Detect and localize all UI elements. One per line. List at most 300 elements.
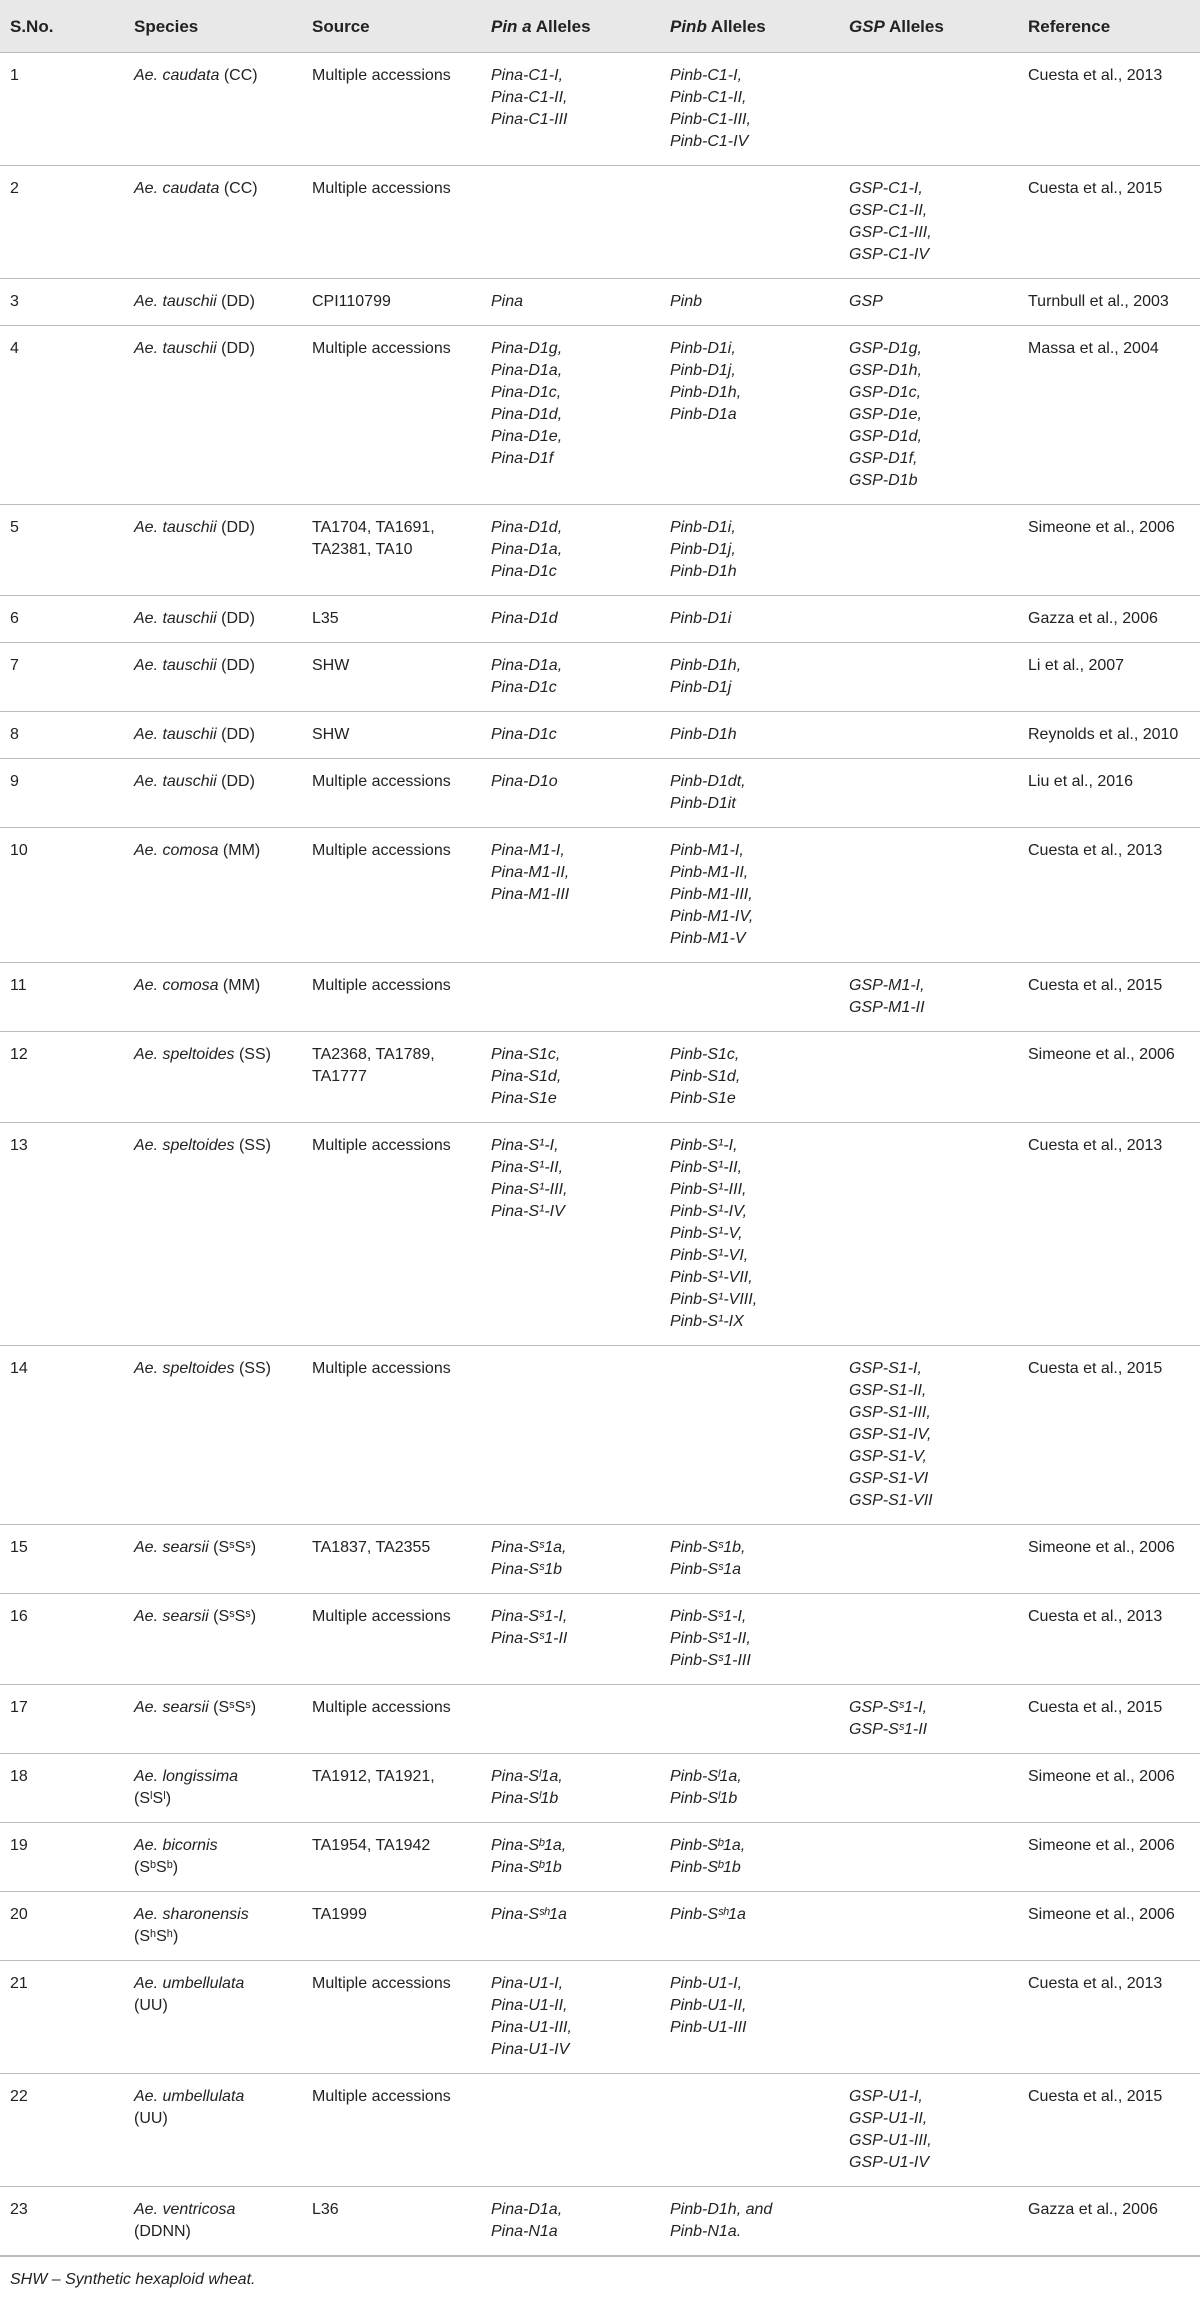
cell-pinb-alleles-line: Pinb-U1-I, [670, 1975, 743, 1992]
cell-pina-alleles [481, 1961, 660, 2074]
cell-gsp-alleles [839, 1892, 1018, 1961]
cell-pinb-alleles-line: Pinb-D1i, [670, 340, 736, 357]
table-row [0, 53, 1200, 166]
cell-source-line: Multiple accessions [312, 842, 451, 859]
cell-reference: Cuesta et al., 2015 [1018, 2074, 1200, 2187]
cell-gsp-alleles-line: GSP-S1-I, [849, 1360, 922, 1377]
cell-species [124, 963, 302, 1032]
species-genome: (SS) [234, 1360, 271, 1377]
table-row [0, 505, 1200, 596]
cell-reference: Cuesta et al., 2013 [1018, 1961, 1200, 2074]
cell-source-line: TA1704, TA1691, [312, 519, 435, 536]
cell-pinb-alleles-line: Pinb-D1j, [670, 362, 736, 379]
species-genome: (DD) [216, 773, 255, 790]
cell-reference: Cuesta et al., 2013 [1018, 828, 1200, 963]
cell-species [124, 2074, 302, 2187]
cell-sno: 2 [0, 166, 124, 279]
species-name: Ae. comosa [134, 977, 219, 994]
cell-pinb-alleles-line: Pinb-D1h, [670, 384, 742, 401]
cell-sno: 9 [0, 759, 124, 828]
cell-source-line: Multiple accessions [312, 1608, 451, 1625]
species-name: Ae. tauschii [134, 726, 217, 743]
cell-gsp-alleles-line: GSP-S1-II, [849, 1382, 927, 1399]
cell-pinb-alleles [660, 828, 839, 963]
cell-pinb-alleles [660, 1754, 839, 1823]
cell-pina-alleles-line: Pina-D1a, [491, 2201, 563, 2218]
cell-source [302, 1754, 481, 1823]
cell-pina-alleles [481, 505, 660, 596]
cell-source-line: TA1777 [312, 1068, 367, 1085]
table-row [0, 1961, 1200, 2074]
cell-sno: 21 [0, 1961, 124, 2074]
cell-species [124, 1594, 302, 1685]
cell-pinb-alleles [660, 1892, 839, 1961]
cell-gsp-alleles [839, 505, 1018, 596]
cell-pinb-alleles-line: Pinb-D1dt, [670, 773, 746, 790]
cell-gsp-alleles [839, 712, 1018, 759]
cell-pinb-alleles-line: Pinb-C1-III, [670, 111, 751, 128]
cell-source [302, 963, 481, 1032]
table-footnote: SHW – Synthetic hexaploid wheat. [0, 2256, 1200, 2303]
cell-species [124, 1754, 302, 1823]
cell-pinb-alleles-line: Pinb-Sᵇ1a, [670, 1837, 746, 1854]
cell-pinb-alleles [660, 2074, 839, 2187]
cell-gsp-alleles-line: GSP-S1-V, [849, 1448, 927, 1465]
cell-pinb-alleles [660, 963, 839, 1032]
table-row [0, 1525, 1200, 1594]
cell-pinb-alleles-line: Pinb-Sˡ1a, [670, 1768, 742, 1785]
cell-species [124, 596, 302, 643]
cell-reference: Cuesta et al., 2015 [1018, 963, 1200, 1032]
cell-source [302, 759, 481, 828]
species-name: Ae. tauschii [134, 293, 217, 310]
cell-gsp-alleles-line: GSP-Sˢ1-II [849, 1721, 928, 1738]
species-genome: (CC) [219, 180, 258, 197]
cell-source [302, 326, 481, 505]
cell-pina-alleles [481, 828, 660, 963]
cell-gsp-alleles-line: GSP-S1-IV, [849, 1426, 932, 1443]
cell-gsp-alleles [839, 1594, 1018, 1685]
table-row [0, 963, 1200, 1032]
species-name: Ae. umbellulata [134, 1975, 245, 1992]
cell-pinb-alleles-line: Pinb-D1j [670, 679, 732, 696]
species-name: Ae. ventricosa [134, 2201, 236, 2218]
cell-pinb-alleles-line: Pinb-Sˡ1b [670, 1790, 738, 1807]
cell-pinb-alleles [660, 1525, 839, 1594]
cell-gsp-alleles [839, 1823, 1018, 1892]
species-name: Ae. speltoides [134, 1360, 235, 1377]
cell-pina-alleles [481, 2187, 660, 2256]
cell-species [124, 505, 302, 596]
cell-reference: Cuesta et al., 2013 [1018, 1123, 1200, 1346]
cell-source [302, 279, 481, 326]
cell-pinb-alleles-line: Pinb-U1-III [670, 2019, 747, 2036]
cell-species [124, 1525, 302, 1594]
cell-pina-alleles [481, 326, 660, 505]
cell-pinb-alleles-line: Pinb-M1-V [670, 930, 746, 947]
cell-source-line: L35 [312, 610, 339, 627]
cell-pinb-alleles-line: Pinb-D1i [670, 610, 732, 627]
cell-reference: Simeone et al., 2006 [1018, 1892, 1200, 1961]
cell-source [302, 643, 481, 712]
cell-sno: 14 [0, 1346, 124, 1525]
cell-pina-alleles [481, 1754, 660, 1823]
cell-gsp-alleles [839, 1525, 1018, 1594]
cell-source-line: Multiple accessions [312, 773, 451, 790]
table-row [0, 166, 1200, 279]
cell-pinb-alleles-line: Pinb-Sˢ1b, [670, 1539, 746, 1556]
cell-source-line: Multiple accessions [312, 1360, 451, 1377]
cell-source-line: SHW [312, 657, 350, 674]
cell-gsp-alleles [839, 596, 1018, 643]
cell-gsp-alleles-line: GSP-U1-I, [849, 2088, 923, 2105]
cell-pinb-alleles [660, 1594, 839, 1685]
cell-source [302, 1032, 481, 1123]
cell-sno: 22 [0, 2074, 124, 2187]
cell-pina-alleles-line: Pina-U1-III, [491, 2019, 572, 2036]
cell-pina-alleles-line: Pina-Sˢ1-II [491, 1630, 568, 1647]
cell-pina-alleles-line: Pina-C1-III [491, 111, 568, 128]
cell-sno: 23 [0, 2187, 124, 2256]
cell-pina-alleles-line: Pina-Sˢʰ1a [491, 1906, 567, 1923]
cell-species [124, 326, 302, 505]
cell-species [124, 712, 302, 759]
cell-sno: 4 [0, 326, 124, 505]
species-genome: (DD) [216, 519, 255, 536]
cell-pina-alleles-line: Pina-Sᵇ1b [491, 1859, 562, 1876]
cell-pinb-alleles-line: Pinb-M1-III, [670, 886, 753, 903]
cell-gsp-alleles-line: GSP-D1g, [849, 340, 922, 357]
cell-gsp-alleles-line: GSP-D1e, [849, 406, 922, 423]
species-name: Ae. longissima [134, 1768, 239, 1785]
cell-species [124, 1685, 302, 1754]
cell-pina-alleles [481, 1032, 660, 1123]
cell-pina-alleles-line: Pina-D1d, [491, 406, 563, 423]
cell-source-line: SHW [312, 726, 350, 743]
cell-pina-alleles [481, 166, 660, 279]
cell-reference: Massa et al., 2004 [1018, 326, 1200, 505]
cell-pina-alleles-line: Pina-Sˢ1a, [491, 1539, 567, 1556]
cell-sno: 7 [0, 643, 124, 712]
species-genome: (SʰSʰ) [134, 1928, 179, 1945]
table-row [0, 712, 1200, 759]
cell-pina-alleles-line: Pina-D1d, [491, 519, 563, 536]
cell-sno: 19 [0, 1823, 124, 1892]
table-row [0, 596, 1200, 643]
cell-gsp-alleles-line: GSP-U1-IV [849, 2154, 930, 2171]
cell-pinb-alleles-line: Pinb-S¹-II, [670, 1159, 743, 1176]
cell-pinb-alleles [660, 1032, 839, 1123]
cell-pina-alleles-line: Pina-D1a, [491, 362, 563, 379]
species-genome: (MM) [218, 977, 261, 994]
cell-pinb-alleles-line: Pinb-C1-I, [670, 67, 743, 84]
cell-source-line: Multiple accessions [312, 977, 451, 994]
cell-pinb-alleles-line: Pinb-D1h, and [670, 2201, 773, 2218]
species-name: Ae. tauschii [134, 773, 217, 790]
cell-pina-alleles-line: Pina-U1-I, [491, 1975, 564, 1992]
cell-gsp-alleles-line: GSP-D1f, [849, 450, 918, 467]
cell-gsp-alleles [839, 1346, 1018, 1525]
cell-pinb-alleles-line: Pinb-S¹-V, [670, 1225, 743, 1242]
header-source: Source [302, 0, 481, 53]
cell-pina-alleles-line: Pina-D1o [491, 773, 558, 790]
cell-pina-alleles [481, 643, 660, 712]
cell-source-line: Multiple accessions [312, 67, 451, 84]
cell-sno: 12 [0, 1032, 124, 1123]
cell-source-line: TA1912, TA1921, [312, 1768, 435, 1785]
cell-reference: Cuesta et al., 2015 [1018, 1346, 1200, 1525]
table-row [0, 1123, 1200, 1346]
cell-pinb-alleles [660, 53, 839, 166]
cell-pina-alleles [481, 279, 660, 326]
cell-source [302, 596, 481, 643]
header-pinb: Pinb Alleles [660, 0, 839, 53]
cell-source [302, 712, 481, 759]
cell-source-line: TA2381, TA10 [312, 541, 413, 558]
species-genome: (DDNN) [134, 2223, 191, 2240]
table-row [0, 1594, 1200, 1685]
table-header-row [0, 0, 1200, 53]
cell-source [302, 1685, 481, 1754]
species-genome: (DD) [216, 726, 255, 743]
cell-pina-alleles [481, 1685, 660, 1754]
cell-source [302, 505, 481, 596]
cell-reference: Simeone et al., 2006 [1018, 1823, 1200, 1892]
table-row [0, 2074, 1200, 2187]
cell-gsp-alleles-line: GSP-S1-VII [849, 1492, 933, 1509]
cell-pinb-alleles-line: Pinb-D1it [670, 795, 736, 812]
cell-species [124, 53, 302, 166]
cell-pinb-alleles-line: Pinb-M1-I, [670, 842, 744, 859]
header-pina: Pin a Alleles [481, 0, 660, 53]
cell-pina-alleles [481, 596, 660, 643]
cell-source-line: Multiple accessions [312, 1975, 451, 1992]
cell-pina-alleles [481, 759, 660, 828]
species-name: Ae. speltoides [134, 1137, 235, 1154]
cell-pina-alleles-line: Pina-Sˡ1a, [491, 1768, 563, 1785]
cell-source [302, 1346, 481, 1525]
species-name: Ae. caudata [134, 180, 220, 197]
cell-pinb-alleles-line: Pinb-U1-II, [670, 1997, 747, 2014]
header-species: Species [124, 0, 302, 53]
cell-pinb-alleles-line: Pinb-D1j, [670, 541, 736, 558]
species-genome: (SˢSˢ) [208, 1699, 257, 1716]
cell-source [302, 1525, 481, 1594]
cell-pina-alleles [481, 1525, 660, 1594]
cell-reference: Cuesta et al., 2013 [1018, 53, 1200, 166]
cell-pinb-alleles-line: Pinb-M1-IV, [670, 908, 754, 925]
cell-species [124, 1123, 302, 1346]
species-name: Ae. tauschii [134, 340, 217, 357]
cell-pina-alleles [481, 1123, 660, 1346]
cell-source [302, 166, 481, 279]
cell-sno: 11 [0, 963, 124, 1032]
cell-pinb-alleles [660, 2187, 839, 2256]
cell-species [124, 1346, 302, 1525]
cell-species [124, 759, 302, 828]
species-name: Ae. comosa [134, 842, 219, 859]
cell-gsp-alleles-line: GSP-S1-III, [849, 1404, 931, 1421]
cell-pina-alleles-line: Pina-Sᵇ1a, [491, 1837, 567, 1854]
table-row [0, 2187, 1200, 2256]
header-gsp: GSP Alleles [839, 0, 1018, 53]
species-genome: (SˢSˢ) [208, 1608, 257, 1625]
cell-pinb-alleles [660, 505, 839, 596]
cell-source-line: L36 [312, 2201, 339, 2218]
cell-source-line: Multiple accessions [312, 340, 451, 357]
cell-pina-alleles-line: Pina-D1a, [491, 657, 563, 674]
cell-pina-alleles-line: Pina-M1-I, [491, 842, 565, 859]
cell-sno: 20 [0, 1892, 124, 1961]
cell-gsp-alleles-line: GSP-U1-III, [849, 2132, 932, 2149]
table-body [0, 53, 1200, 2256]
table-row [0, 279, 1200, 326]
cell-gsp-alleles-line: GSP-M1-II [849, 999, 925, 1016]
cell-pinb-alleles-line: Pinb-S¹-VIII, [670, 1291, 758, 1308]
cell-pinb-alleles [660, 1685, 839, 1754]
table-row [0, 1754, 1200, 1823]
cell-reference: Li et al., 2007 [1018, 643, 1200, 712]
cell-source [302, 828, 481, 963]
cell-source [302, 1823, 481, 1892]
species-genome: (DD) [216, 657, 255, 674]
cell-source-line: TA1837, TA2355 [312, 1539, 431, 1556]
cell-pina-alleles-line: Pina-S¹-II, [491, 1159, 564, 1176]
cell-pinb-alleles-line: Pinb-S¹-IV, [670, 1203, 748, 1220]
cell-pinb-alleles-line: Pinb-S1d, [670, 1068, 741, 1085]
cell-gsp-alleles-line: GSP [849, 293, 883, 310]
cell-pina-alleles-line: Pina-D1a, [491, 541, 563, 558]
cell-pinb-alleles [660, 759, 839, 828]
cell-gsp-alleles [839, 1961, 1018, 2074]
cell-species [124, 1032, 302, 1123]
cell-pina-alleles-line: Pina-S¹-III, [491, 1181, 568, 1198]
cell-pinb-alleles [660, 596, 839, 643]
cell-pinb-alleles-line: Pinb-C1-IV [670, 133, 749, 150]
cell-pinb-alleles-line: Pinb-D1h [670, 563, 737, 580]
species-name: Ae. sharonensis [134, 1906, 249, 1923]
cell-pina-alleles [481, 1823, 660, 1892]
cell-species [124, 828, 302, 963]
species-genome: (DD) [216, 293, 255, 310]
cell-reference: Simeone et al., 2006 [1018, 1754, 1200, 1823]
cell-reference: Simeone et al., 2006 [1018, 1032, 1200, 1123]
species-name: Ae. tauschii [134, 610, 217, 627]
cell-pina-alleles [481, 712, 660, 759]
cell-pinb-alleles-line: Pinb-S1c, [670, 1046, 740, 1063]
cell-pina-alleles [481, 53, 660, 166]
cell-species [124, 1823, 302, 1892]
cell-source-line: TA2368, TA1789, [312, 1046, 435, 1063]
cell-gsp-alleles [839, 166, 1018, 279]
cell-pina-alleles [481, 2074, 660, 2187]
cell-pina-alleles-line: Pina-Sˢ1b [491, 1561, 563, 1578]
cell-pina-alleles-line: Pina-N1a [491, 2223, 558, 2240]
cell-source-line: CPI110799 [312, 293, 391, 310]
cell-sno: 17 [0, 1685, 124, 1754]
cell-pinb-alleles [660, 326, 839, 505]
species-genome: (SˡSˡ) [134, 1790, 172, 1807]
cell-pinb-alleles-line: Pinb-D1h [670, 726, 737, 743]
cell-pina-alleles-line: Pina-U1-IV [491, 2041, 570, 2058]
table-row [0, 828, 1200, 963]
cell-gsp-alleles [839, 828, 1018, 963]
cell-sno: 3 [0, 279, 124, 326]
cell-gsp-alleles-line: GSP-D1c, [849, 384, 922, 401]
cell-source [302, 2187, 481, 2256]
cell-gsp-alleles-line: GSP-M1-I, [849, 977, 925, 994]
table-row [0, 759, 1200, 828]
cell-gsp-alleles [839, 1685, 1018, 1754]
cell-species [124, 643, 302, 712]
cell-pina-alleles-line: Pina-M1-II, [491, 864, 570, 881]
cell-pinb-alleles-line: Pinb-S¹-III, [670, 1181, 747, 1198]
cell-pina-alleles-line: Pina-S1e [491, 1090, 557, 1107]
cell-reference: Cuesta et al., 2015 [1018, 1685, 1200, 1754]
cell-sno: 15 [0, 1525, 124, 1594]
species-genome: (UU) [134, 1997, 168, 2014]
cell-gsp-alleles [839, 963, 1018, 1032]
cell-source [302, 1594, 481, 1685]
cell-gsp-alleles-line: GSP-C1-III, [849, 224, 932, 241]
cell-reference: Gazza et al., 2006 [1018, 596, 1200, 643]
cell-pinb-alleles-line: Pinb-S¹-I, [670, 1137, 738, 1154]
cell-gsp-alleles [839, 1123, 1018, 1346]
cell-pinb-alleles-line: Pinb-S¹-IX [670, 1313, 744, 1330]
cell-sno: 6 [0, 596, 124, 643]
cell-source-line: Multiple accessions [312, 1137, 451, 1154]
cell-pina-alleles [481, 963, 660, 1032]
cell-sno: 10 [0, 828, 124, 963]
cell-sno: 5 [0, 505, 124, 596]
header-sno: S.No. [0, 0, 124, 53]
cell-pina-alleles-line: Pina-M1-III [491, 886, 570, 903]
cell-pinb-alleles-line: Pinb-Sˢ1a [670, 1561, 742, 1578]
cell-sno: 1 [0, 53, 124, 166]
cell-pina-alleles-line: Pina-S1c, [491, 1046, 561, 1063]
cell-gsp-alleles-line: GSP-S1-VI [849, 1470, 929, 1487]
species-genome: (DD) [216, 340, 255, 357]
cell-source [302, 1123, 481, 1346]
cell-pinb-alleles-line: Pinb-Sᵇ1b [670, 1859, 741, 1876]
table-row [0, 643, 1200, 712]
cell-pina-alleles-line: Pina-D1c, [491, 384, 562, 401]
cell-pinb-alleles-line: Pinb-C1-II, [670, 89, 747, 106]
cell-source-line: Multiple accessions [312, 1699, 451, 1716]
cell-reference: Simeone et al., 2006 [1018, 505, 1200, 596]
table-row [0, 1032, 1200, 1123]
cell-sno: 18 [0, 1754, 124, 1823]
cell-sno: 8 [0, 712, 124, 759]
cell-pinb-alleles [660, 279, 839, 326]
cell-gsp-alleles [839, 53, 1018, 166]
cell-gsp-alleles-line: GSP-Sˢ1-I, [849, 1699, 928, 1716]
cell-pinb-alleles [660, 643, 839, 712]
cell-pina-alleles [481, 1346, 660, 1525]
species-name: Ae. caudata [134, 67, 220, 84]
cell-pina-alleles-line: Pina-D1c [491, 679, 557, 696]
cell-pinb-alleles-line: Pinb-Sˢ1-III [670, 1652, 751, 1669]
species-genome: (SS) [234, 1046, 271, 1063]
species-name: Ae. tauschii [134, 519, 217, 536]
cell-pinb-alleles [660, 1123, 839, 1346]
cell-source [302, 2074, 481, 2187]
cell-sno: 13 [0, 1123, 124, 1346]
cell-source [302, 1961, 481, 2074]
cell-pina-alleles-line: Pina [491, 293, 524, 310]
cell-pinb-alleles-line: Pinb-S1e [670, 1090, 736, 1107]
cell-gsp-alleles [839, 2074, 1018, 2187]
